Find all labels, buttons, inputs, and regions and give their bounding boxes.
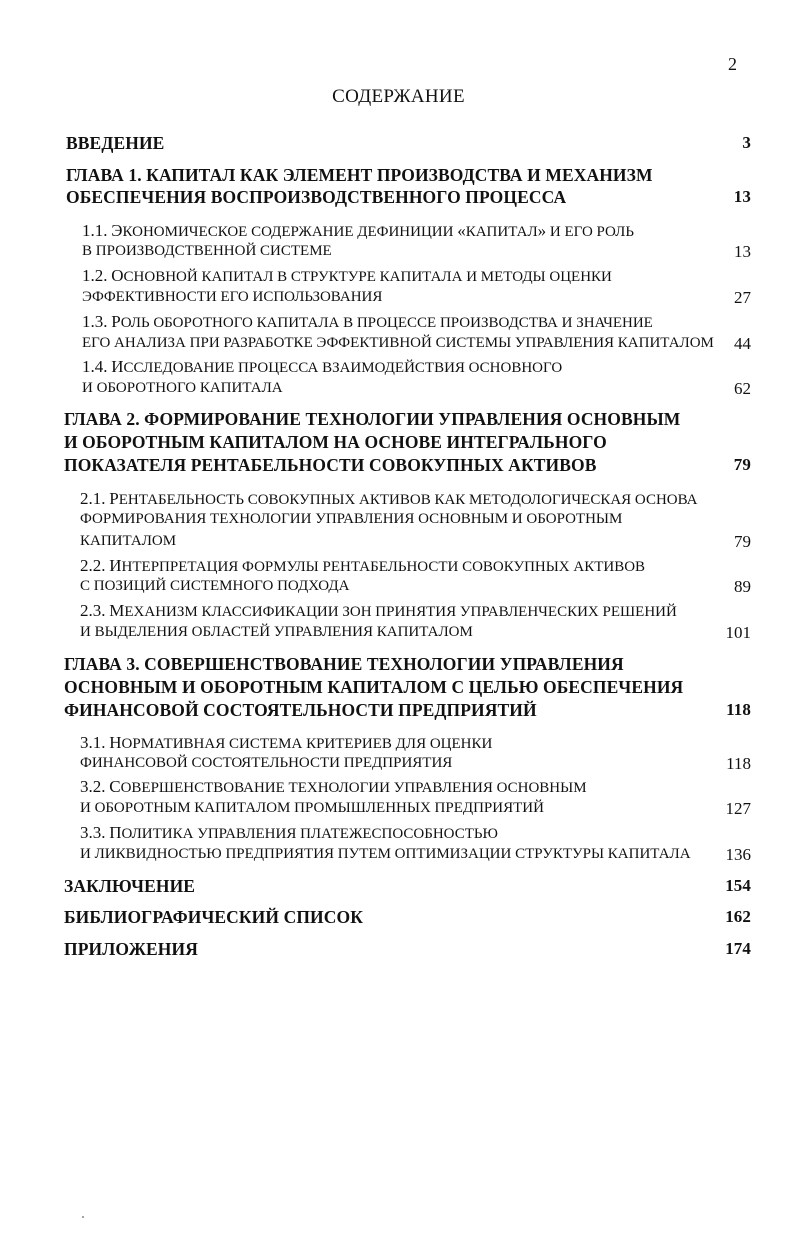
toc-page-number: 162	[725, 907, 751, 926]
toc-page-number: 118	[726, 754, 751, 773]
toc-entry-title: И ОБОРОТНЫМ КАПИТАЛОМ НА ОСНОВЕ ИНТЕГРАЛЬНОГО	[64, 432, 607, 452]
toc-page-number: 174	[725, 939, 751, 958]
toc-entry-title: ОБЕСПЕЧЕНИЯ ВОСПРОИЗВОДСТВЕННОГО ПРОЦЕССА	[66, 187, 567, 207]
page-number: 2	[728, 54, 737, 74]
toc-entry-title: 3.2. СОВЕРШЕНСТВОВАНИЕ ТЕХНОЛОГИИ УПРАВЛЕНИЯ ОСНОВНЫМ	[80, 777, 587, 796]
toc-page-number: 13	[734, 242, 751, 261]
toc-entry-title: 3.3. ПОЛИТИКА УПРАВЛЕНИЯ ПЛАТЕЖЕСПОСОБНОСТЬЮ	[80, 823, 498, 842]
toc-entry-title: 2.3. МЕХАНИЗМ КЛАССИФИКАЦИИ ЗОН ПРИНЯТИЯ УПРАВЛЕНЧЕСКИХ РЕШЕНИЙ	[80, 601, 677, 620]
toc-page-number: 101	[725, 623, 751, 642]
toc-page-number: 127	[725, 799, 751, 818]
toc-page-number: 27	[734, 288, 751, 307]
toc-entry-title: ЗАКЛЮЧЕНИЕ	[64, 876, 196, 896]
toc-page-number: 79	[733, 455, 751, 474]
toc-entry-title: ЕГО АНАЛИЗА ПРИ РАЗРАБОТКЕ ЭФФЕКТИВНОЙ СИСТЕМЫ УПРАВЛЕНИЯ КАПИТАЛОМ	[82, 335, 714, 351]
toc-title: СОДЕРЖАНИЕ	[332, 86, 465, 107]
toc-entry-title: ВВЕДЕНИЕ	[66, 133, 165, 153]
toc-entry-title: 1.4. ИССЛЕДОВАНИЕ ПРОЦЕССА ВЗАИМОДЕЙСТВИЯ ОСНОВНОГО	[82, 357, 563, 376]
toc-page-number: 154	[725, 876, 751, 895]
toc-entry-title: ГЛАВА 3. СОВЕРШЕНСТВОВАНИЕ ТЕХНОЛОГИИ УПРАВЛЕНИЯ	[64, 654, 624, 674]
toc-page-number: 79	[734, 532, 751, 551]
toc-entry-title: 3.1. НОРМАТИВНАЯ СИСТЕМА КРИТЕРИЕВ ДЛЯ ОЦЕНКИ	[80, 733, 493, 752]
toc-entry-title: БИБЛИОГРАФИЧЕСКИЙ СПИСОК	[64, 907, 363, 927]
toc-entry-title: 1.2. ОСНОВНОЙ КАПИТАЛ В СТРУКТУРЕ КАПИТАЛА И МЕТОДЫ ОЦЕНКИ	[82, 266, 612, 285]
toc-entry-title: И ОБОРОТНЫМ КАПИТАЛОМ ПРОМЫШЛЕННЫХ ПРЕДПРИЯТИЙ	[80, 800, 544, 816]
toc-page-number: 13	[733, 187, 751, 206]
toc-entry-title: ОСНОВНЫМ И ОБОРОТНЫМ КАПИТАЛОМ С ЦЕЛЬЮ ОБЕСПЕЧЕНИЯ	[64, 677, 684, 697]
toc-entry-title: 1.3. РОЛЬ ОБОРОТНОГО КАПИТАЛА В ПРОЦЕССЕ ПРОИЗВОДСТВА И ЗНАЧЕНИЕ	[82, 312, 653, 331]
toc-page-number: 3	[742, 133, 751, 152]
toc-entry-title: ФОРМИРОВАНИЯ ТЕХНОЛОГИИ УПРАВЛЕНИЯ ОСНОВНЫМ И ОБОРОТНЫМ	[80, 511, 623, 527]
toc-entry-title: И ВЫДЕЛЕНИЯ ОБЛАСТЕЙ УПРАВЛЕНИЯ КАПИТАЛОМ	[80, 624, 473, 640]
toc-page-number: 118	[726, 700, 751, 719]
toc-entry-title: 1.1. ЭКОНОМИЧЕСКОЕ СОДЕРЖАНИЕ ДЕФИНИЦИИ «КАПИТАЛ» И ЕГО РОЛЬ	[82, 221, 634, 240]
toc-page-number: 44	[734, 334, 751, 353]
toc-entry-title: КАПИТАЛОМ	[80, 533, 177, 549]
toc-entry-title: ПОКАЗАТЕЛЯ РЕНТАБЕЛЬНОСТИ СОВОКУПНЫХ АКТИВОВ	[64, 455, 597, 475]
toc-entry-title: ПРИЛОЖЕНИЯ	[64, 939, 198, 959]
toc-page-number: 62	[734, 379, 751, 398]
toc-entry-title: ЭФФЕКТИВНОСТИ ЕГО ИСПОЛЬЗОВАНИЯ	[82, 289, 383, 305]
toc-entry-title: В ПРОИЗВОДСТВЕННОЙ СИСТЕМЕ	[82, 243, 332, 259]
toc-entry-title: ГЛАВА 2. ФОРМИРОВАНИЕ ТЕХНОЛОГИИ УПРАВЛЕНИЯ ОСНОВНЫМ	[64, 409, 681, 429]
toc-page-number: 136	[725, 845, 751, 864]
toc-entry-title: С ПОЗИЦИЙ СИСТЕМНОГО ПОДХОДА	[80, 578, 350, 594]
toc-entry-title: ФИНАНСОВОЙ СОСТОЯТЕЛЬНОСТИ ПРЕДПРИЯТИЙ	[64, 700, 537, 720]
toc-entry-title: И ОБОРОТНОГО КАПИТАЛА	[82, 380, 283, 396]
toc-entry-title: И ЛИКВИДНОСТЬЮ ПРЕДПРИЯТИЯ ПУТЕМ ОПТИМИЗАЦИИ СТРУКТУРЫ КАПИТАЛА	[80, 846, 691, 862]
scan-artifact	[82, 1216, 84, 1218]
toc-entry-title: 2.2. ИНТЕРПРЕТАЦИЯ ФОРМУЛЫ РЕНТАБЕЛЬНОСТИ СОВОКУПНЫХ АКТИВОВ	[80, 556, 646, 575]
toc-entry-title: ГЛАВА 1. КАПИТАЛ КАК ЭЛЕМЕНТ ПРОИЗВОДСТВА И МЕХАНИЗМ	[66, 165, 653, 185]
toc-entry-title: ФИНАНСОВОЙ СОСТОЯТЕЛЬНОСТИ ПРЕДПРИЯТИЯ	[80, 755, 453, 771]
toc-entry-title: 2.1. РЕНТАБЕЛЬНОСТЬ СОВОКУПНЫХ АКТИВОВ КАК МЕТОДОЛОГИЧЕСКАЯ ОСНОВА	[80, 489, 698, 508]
toc-page-number: 89	[734, 577, 751, 596]
